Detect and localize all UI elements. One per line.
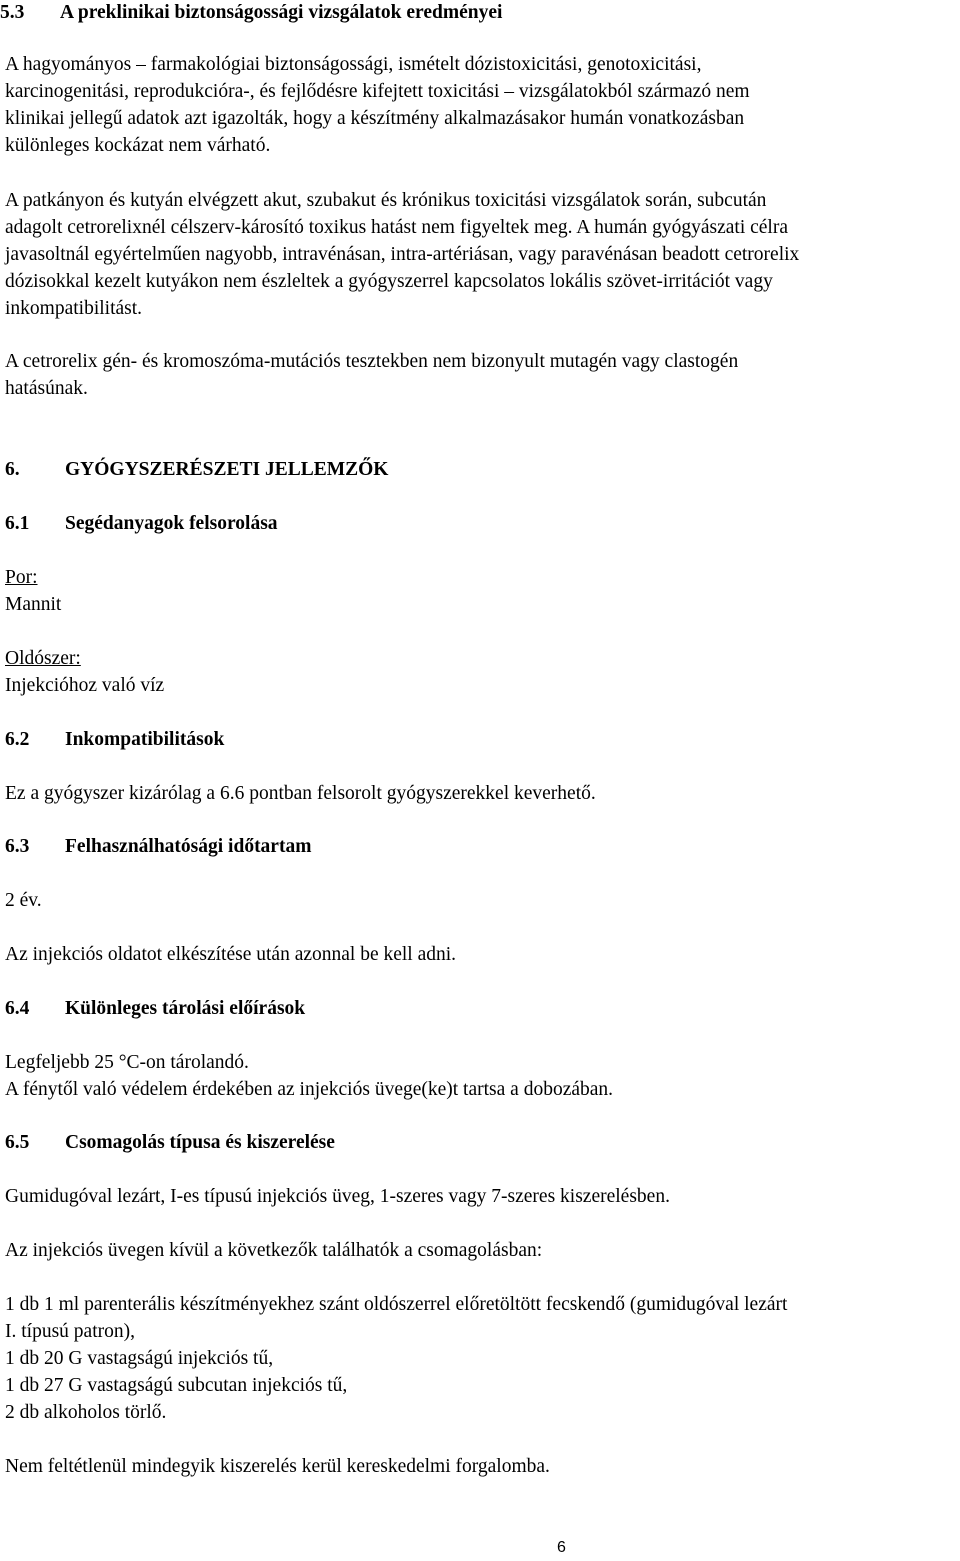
paragraph-line: klinikai jellegű adatok azt igazolták, hogy a készítmény alkalmazásakor humán vonatkozásban: [5, 108, 745, 129]
section-number: 6.1: [5, 513, 30, 534]
section-title: Felhasználhatósági időtartam: [65, 836, 312, 857]
paragraph-line: inkompatibilitást.: [5, 298, 143, 319]
section-number: 6.: [5, 459, 20, 480]
solvent-label: Oldószer:: [5, 648, 81, 669]
section-6-4-heading: [5, 995, 305, 1022]
solvent-value: Injekcióhoz való víz: [5, 675, 165, 696]
section-number: 5.3: [0, 2, 25, 23]
list-item: 1 db 1 ml parenterális készítményekhez szánt oldószerrel előretöltött fecskendő (gumidugóval lezárt: [5, 1294, 788, 1315]
paragraph-line: A hagyományos – farmakológiai biztonságossági, ismételt dózistoxicitási, genotoxicitási,: [5, 54, 702, 75]
powder-label: Por:: [5, 567, 38, 588]
section-6-2-heading: [5, 726, 224, 753]
list-item: I. típusú patron),: [5, 1321, 135, 1342]
section-number: 6.4: [5, 998, 30, 1019]
section-title: Csomagolás típusa és kiszerelése: [65, 1132, 335, 1153]
paragraph-line: karcinogenitási, reprodukcióra-, és fejlődésre kifejtett toxicitási – vizsgálatokból származó nem: [5, 81, 750, 102]
paragraph-line: hatásúnak.: [5, 378, 88, 399]
after-preparation-text: Az injekciós oldatot elkészítése után azonnal be kell adni.: [5, 944, 457, 965]
package-contents-intro: Az injekciós üvegen kívül a következők találhatók a csomagolásban:: [5, 1240, 543, 1261]
section-6-1-heading: [5, 510, 278, 537]
shelf-life-text: 2 év.: [5, 890, 42, 911]
section-5-3-paragraph-1: [5, 51, 750, 159]
section-title: Inkompatibilitások: [65, 729, 225, 750]
section-5-3-paragraph-2: [5, 187, 799, 322]
packaging-text: Gumidugóval lezárt, I-es típusú injekciós üveg, 1-szeres vagy 7-szeres kiszerelésben.: [5, 1186, 670, 1207]
package-contents-list: [5, 1291, 787, 1426]
paragraph-line: A cetrorelix gén- és kromoszóma-mutációs tesztekben nem bizonyult mutagén vagy clastogén: [5, 351, 739, 372]
powder-value: Mannit: [5, 594, 62, 615]
paragraph-line: különleges kockázat nem várható.: [5, 135, 271, 156]
list-item: 2 db alkoholos törlő.: [5, 1402, 167, 1423]
page-number: 6: [557, 1539, 566, 1556]
section-number: 6.5: [5, 1132, 30, 1153]
section-6-5-heading: [5, 1129, 335, 1156]
section-5-3-heading: [0, 0, 502, 26]
paragraph-line: dózisokkal kezelt kutyákon nem észleltek a gyógyszerrel kapcsolatos lokális szövet-irritációt vagy: [5, 271, 773, 292]
paragraph-line: A patkányon és kutyán elvégzett akut, szubakut és krónikus toxicitási vizsgálatok során, subcután: [5, 190, 767, 211]
list-item: 1 db 27 G vastagságú subcutan injekciós tű,: [5, 1375, 348, 1396]
section-6-heading: [5, 456, 388, 483]
section-title: GYÓGYSZERÉSZETI JELLEMZŐK: [65, 459, 389, 480]
section-number: 6.2: [5, 729, 30, 750]
section-title: A preklinikai biztonságossági vizsgálatok eredményei: [60, 2, 503, 23]
section-title: Különleges tárolási előírások: [65, 998, 306, 1019]
section-6-3-heading: [5, 833, 311, 860]
list-item: 1 db 20 G vastagságú injekciós tű,: [5, 1348, 274, 1369]
storage-temperature-text: Legfeljebb 25 °C-on tárolandó.: [5, 1052, 249, 1073]
marketing-note: Nem feltétlenül mindegyik kiszerelés kerül kereskedelmi forgalomba.: [5, 1456, 550, 1477]
storage-light-text: A fénytől való védelem érdekében az injekciós üvege(ke)t tartsa a dobozában.: [5, 1079, 614, 1100]
incompatibility-text: Ez a gyógyszer kizárólag a 6.6 pontban felsorolt gyógyszerekkel keverhető.: [5, 783, 596, 804]
paragraph-line: adagolt cetrorelixnél célszerv-károsító toxikus hatást nem figyeltek meg. A humán gyógyászati célra: [5, 217, 788, 238]
paragraph-line: javasoltnál egyértelműen nagyobb, intravénásan, intra-artériásan, vagy paravénásan beadott cetrorelix: [5, 244, 800, 265]
section-5-3-paragraph-3: [5, 348, 738, 402]
section-number: 6.3: [5, 836, 30, 857]
section-title: Segédanyagok felsorolása: [65, 513, 278, 534]
